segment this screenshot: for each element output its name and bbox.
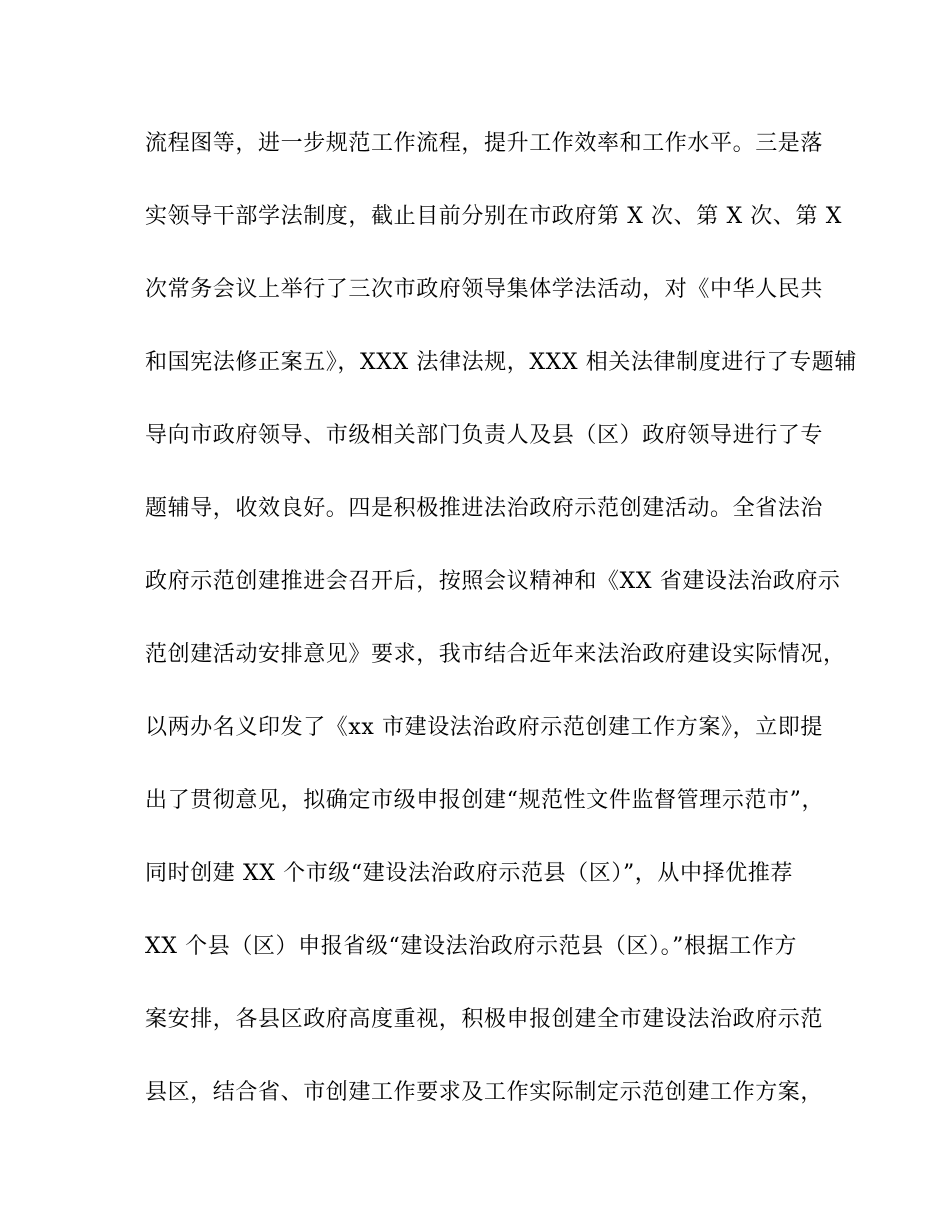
text-line: 政府示范创建推进会召开后，按照会议精神和《XX 省建设法治政府示 — [145, 569, 841, 594]
text-line: 范创建活动安排意见》要求，我市结合近年来法治政府建设实际情况， — [145, 642, 846, 667]
body-text — [145, 124, 857, 1146]
text-line: 以两办名义印发了《xx 市建设法治政府示范创建工作方案》，立即提 — [145, 715, 824, 740]
text-line: 同时创建 XX 个市级“建设法治政府示范县（区）”，从中择优推荐 — [145, 861, 794, 886]
text-line: 实领导干部学法制度，截止目前分别在市政府第 X 次、第 X 次、第 X — [145, 204, 842, 229]
text-line: 题辅导，收效良好。四是积极推进法治政府示范创建活动。全省法治 — [145, 496, 824, 521]
text-line: 导向市政府领导、市级相关部门负责人及县（区）政府领导进行了专 — [145, 423, 824, 448]
text-line: 流程图等，进一步规范工作流程，提升工作效率和工作水平。三是落 — [145, 131, 824, 156]
text-line: 案安排，各县区政府高度重视，积极申报创建全市建设法治政府示范 — [145, 1007, 824, 1032]
text-line: XX 个县（区）申报省级“建设法治政府示范县（区）。”根据工作方 — [145, 934, 798, 959]
text-line: 和国宪法修正案五》，XXX 法律法规，XXX 相关法律制度进行了专题辅 — [145, 350, 857, 375]
text-line: 出了贯彻意见，拟确定市级申报创建“规范性文件监督管理示范市”， — [145, 788, 825, 813]
text-line: 次常务会议上举行了三次市政府领导集体学法活动，对《中华人民共 — [145, 277, 824, 302]
text-line: 县区，结合省、市创建工作要求及工作实际制定示范创建工作方案， — [145, 1080, 824, 1105]
